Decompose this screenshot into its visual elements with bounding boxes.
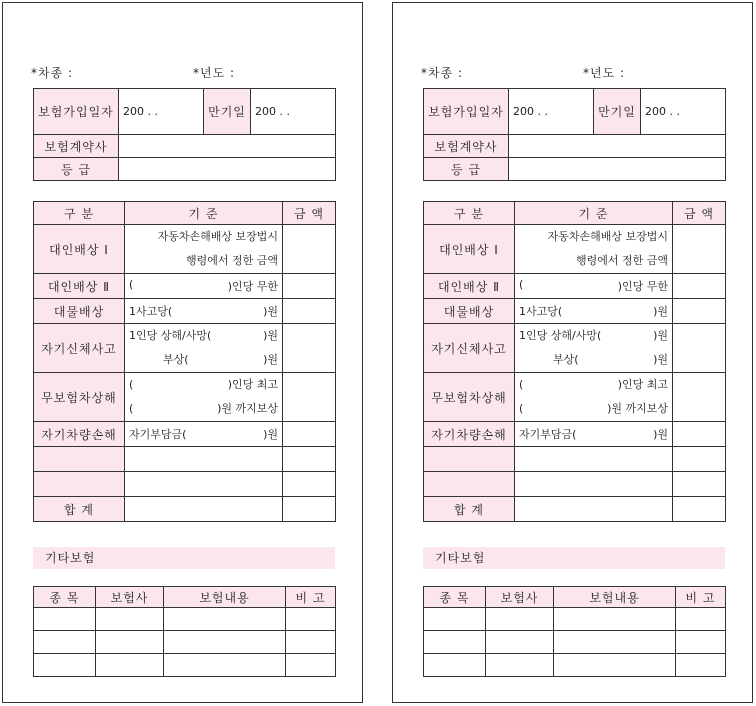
- property-left: 1사고당(: [519, 305, 563, 318]
- uninsured-label: 무보험차상해: [424, 373, 515, 422]
- grade-field[interactable]: [509, 158, 726, 181]
- uninsured-l2: (: [519, 402, 524, 415]
- contractor-field[interactable]: [119, 135, 336, 158]
- vehicle-amount[interactable]: [283, 422, 336, 447]
- expiry-field[interactable]: 200 . .: [641, 89, 726, 135]
- bodily2-close: )인당 무한: [227, 280, 278, 293]
- blank-standard[interactable]: [515, 447, 673, 472]
- table-cell[interactable]: [96, 631, 164, 654]
- total-label: 합 계: [34, 497, 125, 522]
- bodily1-line1: 자동차손해배상 보장법시: [157, 230, 278, 243]
- expiry-label: 만기일: [594, 89, 641, 135]
- self-injury-l2: 부상(: [163, 353, 189, 366]
- col-note: 비 고: [676, 587, 726, 608]
- blank-amount[interactable]: [673, 472, 726, 497]
- other-insurance-title: 기타보험: [423, 547, 725, 569]
- table-cell[interactable]: [34, 654, 96, 677]
- bodily2-open: (: [129, 278, 134, 291]
- self-injury-l2: 부상(: [553, 353, 579, 366]
- property-label: 대물배상: [424, 299, 515, 324]
- insurance-form-right: [392, 2, 753, 703]
- table-cell[interactable]: [164, 608, 286, 631]
- grade-label: 등 급: [424, 158, 509, 181]
- insurance-form-left: [2, 2, 363, 703]
- table-cell[interactable]: [486, 631, 554, 654]
- table-cell[interactable]: [164, 654, 286, 677]
- self-injury-r2: )원: [263, 353, 278, 366]
- vehicle-amount[interactable]: [673, 422, 726, 447]
- other-insurance-table: [423, 586, 726, 677]
- table-cell[interactable]: [424, 631, 486, 654]
- uninsured-amount[interactable]: [283, 373, 336, 422]
- join-date-label: 보험가입일자: [424, 89, 509, 135]
- property-right: )원: [263, 305, 278, 318]
- grade-label: 등 급: [34, 158, 119, 181]
- blank-label: [424, 447, 515, 472]
- self-injury-l1: 1인당 상해/사망(: [519, 329, 602, 342]
- bodily2-close: )인당 무한: [617, 280, 668, 293]
- join-date-field[interactable]: 200 . .: [509, 89, 594, 135]
- total-label: 합 계: [424, 497, 515, 522]
- join-date-label: 보험가입일자: [34, 89, 119, 135]
- year-label: *년도 :: [583, 66, 626, 80]
- blank-label: [424, 472, 515, 497]
- bodily2-label: 대인배상 Ⅱ: [34, 274, 125, 299]
- col-content: 보험내용: [554, 587, 676, 608]
- contractor-field[interactable]: [509, 135, 726, 158]
- col-amount: 금 액: [283, 202, 336, 225]
- self-injury-label: 자기신체사고: [424, 324, 515, 373]
- col-item: 종 목: [424, 587, 486, 608]
- uninsured-r2: )원 까지보상: [217, 402, 278, 415]
- blank-standard[interactable]: [125, 447, 283, 472]
- col-amount: 금 액: [673, 202, 726, 225]
- table-cell[interactable]: [96, 654, 164, 677]
- self-injury-r1: )원: [653, 329, 668, 342]
- bodily1-standard: [515, 225, 673, 274]
- table-cell[interactable]: [676, 608, 726, 631]
- uninsured-r1: )인당 최고: [617, 378, 668, 391]
- table-cell[interactable]: [424, 654, 486, 677]
- vehicle-label: 자기차량손해: [424, 422, 515, 447]
- total-standard[interactable]: [515, 497, 673, 522]
- coverage-table: [33, 201, 336, 522]
- self-injury-label: 자기신체사고: [34, 324, 125, 373]
- table-cell[interactable]: [286, 608, 336, 631]
- col-insurer: 보험사: [96, 587, 164, 608]
- col-content: 보험내용: [164, 587, 286, 608]
- property-right: )원: [653, 305, 668, 318]
- col-standard: 기 준: [515, 202, 673, 225]
- uninsured-l1: (: [129, 378, 134, 391]
- col-item: 종 목: [34, 587, 96, 608]
- table-cell[interactable]: [676, 631, 726, 654]
- col-insurer: 보험사: [486, 587, 554, 608]
- self-injury-l1: 1인당 상해/사망(: [129, 329, 212, 342]
- bodily1-line1: 자동차손해배상 보장법시: [547, 230, 668, 243]
- total-amount[interactable]: [673, 497, 726, 522]
- bodily1-line2: 행령에서 정한 금액: [575, 254, 668, 267]
- grade-field[interactable]: [119, 158, 336, 181]
- col-category: 구 분: [424, 202, 515, 225]
- property-amount[interactable]: [673, 299, 726, 324]
- year-label: *년도 :: [193, 66, 236, 80]
- self-injury-amount[interactable]: [283, 324, 336, 373]
- uninsured-r1: )인당 최고: [227, 378, 278, 391]
- table-cell[interactable]: [34, 631, 96, 654]
- self-injury-r1: )원: [263, 329, 278, 342]
- bodily1-amount[interactable]: [673, 225, 726, 274]
- vehicle-left: 자기부담금(: [129, 428, 187, 441]
- join-date-field[interactable]: 200 . .: [119, 89, 204, 135]
- property-label: 대물배상: [34, 299, 125, 324]
- table-cell[interactable]: [554, 631, 676, 654]
- table-cell[interactable]: [96, 608, 164, 631]
- policy-info-table: [33, 88, 336, 181]
- table-cell[interactable]: [286, 654, 336, 677]
- car-type-label: *차종 :: [421, 66, 464, 80]
- blank-label: [34, 472, 125, 497]
- policy-info-table: [423, 88, 726, 181]
- table-cell[interactable]: [286, 631, 336, 654]
- bodily1-standard: [125, 225, 283, 274]
- bodily1-line2: 행령에서 정한 금액: [185, 254, 278, 267]
- vehicle-left: 자기부담금(: [519, 428, 577, 441]
- expiry-label: 만기일: [204, 89, 251, 135]
- uninsured-l2: (: [129, 402, 134, 415]
- coverage-table: [423, 201, 726, 522]
- other-insurance-table: [33, 586, 336, 677]
- blank-label: [34, 447, 125, 472]
- table-cell[interactable]: [486, 608, 554, 631]
- vehicle-label: 자기차량손해: [34, 422, 125, 447]
- property-left: 1사고당(: [129, 305, 173, 318]
- col-category: 구 분: [34, 202, 125, 225]
- self-injury-r2: )원: [653, 353, 668, 366]
- table-cell[interactable]: [554, 654, 676, 677]
- property-amount[interactable]: [283, 299, 336, 324]
- vehicle-right: )원: [653, 428, 668, 441]
- bodily1-label: 대인배상 Ⅰ: [34, 225, 125, 274]
- blank-amount[interactable]: [673, 447, 726, 472]
- col-note: 비 고: [286, 587, 336, 608]
- blank-amount[interactable]: [283, 447, 336, 472]
- self-injury-amount[interactable]: [673, 324, 726, 373]
- total-standard[interactable]: [125, 497, 283, 522]
- uninsured-amount[interactable]: [673, 373, 726, 422]
- contractor-label: 보험계약사: [424, 135, 509, 158]
- bodily1-amount[interactable]: [283, 225, 336, 274]
- table-cell[interactable]: [164, 631, 286, 654]
- expiry-field[interactable]: 200 . .: [251, 89, 336, 135]
- bodily2-open: (: [519, 278, 524, 291]
- uninsured-r2: )원 까지보상: [607, 402, 668, 415]
- contractor-label: 보험계약사: [34, 135, 119, 158]
- bodily2-amount[interactable]: [283, 274, 336, 299]
- bodily2-amount[interactable]: [673, 274, 726, 299]
- table-cell[interactable]: [554, 608, 676, 631]
- bodily2-label: 대인배상 Ⅱ: [424, 274, 515, 299]
- blank-standard[interactable]: [515, 472, 673, 497]
- total-amount[interactable]: [283, 497, 336, 522]
- other-insurance-title: 기타보험: [33, 547, 335, 569]
- table-cell[interactable]: [34, 608, 96, 631]
- vehicle-right: )원: [263, 428, 278, 441]
- col-standard: 기 준: [125, 202, 283, 225]
- blank-standard[interactable]: [125, 472, 283, 497]
- bodily1-label: 대인배상 Ⅰ: [424, 225, 515, 274]
- table-cell[interactable]: [676, 654, 726, 677]
- car-type-label: *차종 :: [31, 66, 74, 80]
- table-cell[interactable]: [486, 654, 554, 677]
- uninsured-l1: (: [519, 378, 524, 391]
- table-cell[interactable]: [424, 608, 486, 631]
- blank-amount[interactable]: [283, 472, 336, 497]
- uninsured-label: 무보험차상해: [34, 373, 125, 422]
